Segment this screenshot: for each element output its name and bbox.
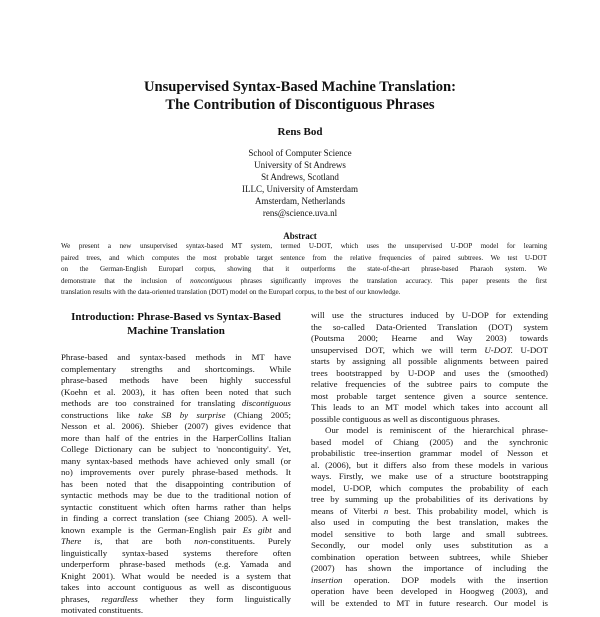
text-line: Secondly, our model only uses substitution as a — [311, 540, 548, 550]
text-line: based model of Chiang (2005) and the synchronic — [311, 436, 548, 447]
text-line: ways. Firstly, we make use of a structure bootstrapping — [311, 471, 548, 481]
text-line: There is, that are both non-constituents. Purely — [61, 536, 291, 546]
text-line: phrases, regardless whether they form linguistically — [61, 593, 291, 604]
text-line: phrase-based methods have been highly successful — [61, 375, 291, 385]
text-line: probabilistic tree-insertion grammar model of Nesson et — [311, 448, 548, 458]
text-line: starts by assigning all possible alignments between paired — [311, 356, 548, 366]
text-line: al. (2006), but it differs also from these models in various — [311, 459, 548, 470]
text-line: tree by summing up the probabilities of its derivations by — [311, 494, 548, 504]
affiliation-line: University of St Andrews — [254, 159, 346, 170]
text-line: also used in computing the best translation, makes the — [311, 517, 548, 527]
abstract-line: translation results with the data-oriented translation (DOT) model on the Europarl corpus, to the best of our knowledge. — [61, 288, 401, 296]
text-line: means of Viterbi n best. This probability model, which is — [311, 505, 548, 516]
text-line: more than half of the entries in the HarperCollins Italian — [61, 432, 291, 443]
paper-title — [0, 78, 600, 114]
text-line: linguistically syntax-based systems therefore often — [61, 547, 291, 558]
abstract-heading: Abstract — [283, 231, 317, 241]
author-name: Rens Bod — [277, 126, 323, 138]
text-line: This leads to an MT model which takes into account all — [311, 402, 548, 412]
author-email: rens@science.uva.nl — [262, 207, 338, 218]
text-line: most probable target sentence given a source sentence. — [311, 390, 548, 401]
text-line: model, U-DOP, which computes the probability of each — [311, 482, 548, 493]
title-line-2: The Contribution of Discontiguous Phrases — [165, 97, 435, 113]
abstract-line: on the German-English Europarl corpus, showing that it outperforms the state-of-the-art phrase-based Pharaoh system. We — [61, 265, 547, 273]
text-line: combination operation between subtrees, while Shieber — [311, 551, 548, 562]
text-line: Nesson et al. 2006). Shieber (2007) gives evidence that — [61, 421, 291, 431]
section-heading-line: Introduction: Phrase-Based vs Syntax-Based — [71, 311, 281, 323]
title-line-1: Unsupervised Syntax-Based Machine Translation: — [143, 79, 457, 95]
text-line: motivated constituents. — [61, 605, 144, 615]
abstract-line: We present a new unsupervised syntax-based MT system, termed U-DOT, which uses the unsupervised U-DOP model for learning — [61, 242, 547, 250]
text-line: the so-called Data-Oriented Translation (DOT) system — [311, 321, 548, 332]
affiliation-line: St Andrews, Scotland — [261, 171, 339, 182]
affiliation-line: ILLC, University of Amsterdam — [242, 183, 358, 194]
text-line: (Koehn et al. 2003), it has often been noted that such — [61, 386, 291, 397]
text-line: will use the structures induced by U-DOP for extending — [311, 310, 548, 320]
text-line: underperform phrase-based methods (e.g. Yamada and — [61, 559, 291, 569]
text-line: (Poutsma 2000; Hearne and Way 2003) towards — [311, 333, 548, 343]
left-column-text — [61, 352, 291, 617]
text-line: (2007) has shown the importance of including the — [311, 563, 548, 573]
text-line: Phrase-based and syntax-based methods in MT have — [61, 352, 291, 362]
text-line: no) improvements over purely phrase-based methods. It — [61, 467, 291, 477]
text-line: relative frequencies of the subtree pairs to compute the — [311, 379, 548, 389]
affiliation-line: Amsterdam, Netherlands — [255, 195, 345, 206]
text-line: possible contiguous as well as discontiguous phrases. — [311, 413, 500, 424]
text-line: College Dictionary can be subject to 'noncontiguity'. Yet, — [61, 444, 291, 454]
text-line: syntactic methods may be due to the traditional notion of — [61, 490, 291, 500]
text-line: complementary strengths and shortcomings. While — [61, 363, 291, 374]
text-line: unsupervised DOT, which we will term U-DOT. U-DOT — [311, 344, 548, 355]
abstract-line: paired trees, and which computes the most probable target sentence from the relative frequencies of paired subtrees. We test U-DOT — [61, 253, 547, 262]
text-line: many syntax-based methods have achieved only small (or — [61, 455, 291, 466]
text-line: operation have been developed in Hoogweg (2003), and — [311, 586, 548, 596]
text-line: has been noted that the disappointing contribution of — [61, 478, 291, 489]
affiliation-line: School of Computer Science — [248, 148, 352, 158]
text-line: Knight 2001). What would be needed is a system that — [61, 570, 291, 581]
right-column — [311, 310, 548, 609]
section-heading-line: Machine Translation — [127, 325, 225, 337]
text-line: Our model is reminiscent of the hierarchical phrase- — [325, 425, 548, 435]
text-line: model sensitive to both large and small subtrees. — [311, 528, 548, 539]
text-line: syntactic constituent which often harms rather than helps — [61, 501, 291, 512]
text-line: methods are too constrained for translating discontiguous — [61, 398, 291, 408]
text-line: known example is the German-English pair Es gibt and — [61, 524, 291, 535]
text-line: constructions like take SB by surprise (Chiang 2005; — [61, 409, 291, 420]
text-line: will be extended to MT in future research. Our model is — [311, 597, 548, 608]
abstract-line: demonstrate that the inclusion of noncontiguous phrases significantly improves the translation accuracy. This paper presents the first — [61, 276, 547, 285]
text-line: trees bootstrapped by U-DOP and uses the (smoothed) — [311, 367, 548, 378]
left-column — [61, 310, 291, 617]
text-line: in finding a correct translation (see Chiang 2005). A well- — [61, 513, 291, 523]
abstract-body — [61, 242, 547, 297]
affiliation-block — [0, 148, 600, 219]
text-line: takes into account contiguous as well as discontiguous — [61, 582, 291, 592]
text-line: insertion operation. DOP models with the insertion — [311, 574, 548, 585]
section-heading — [61, 310, 291, 338]
